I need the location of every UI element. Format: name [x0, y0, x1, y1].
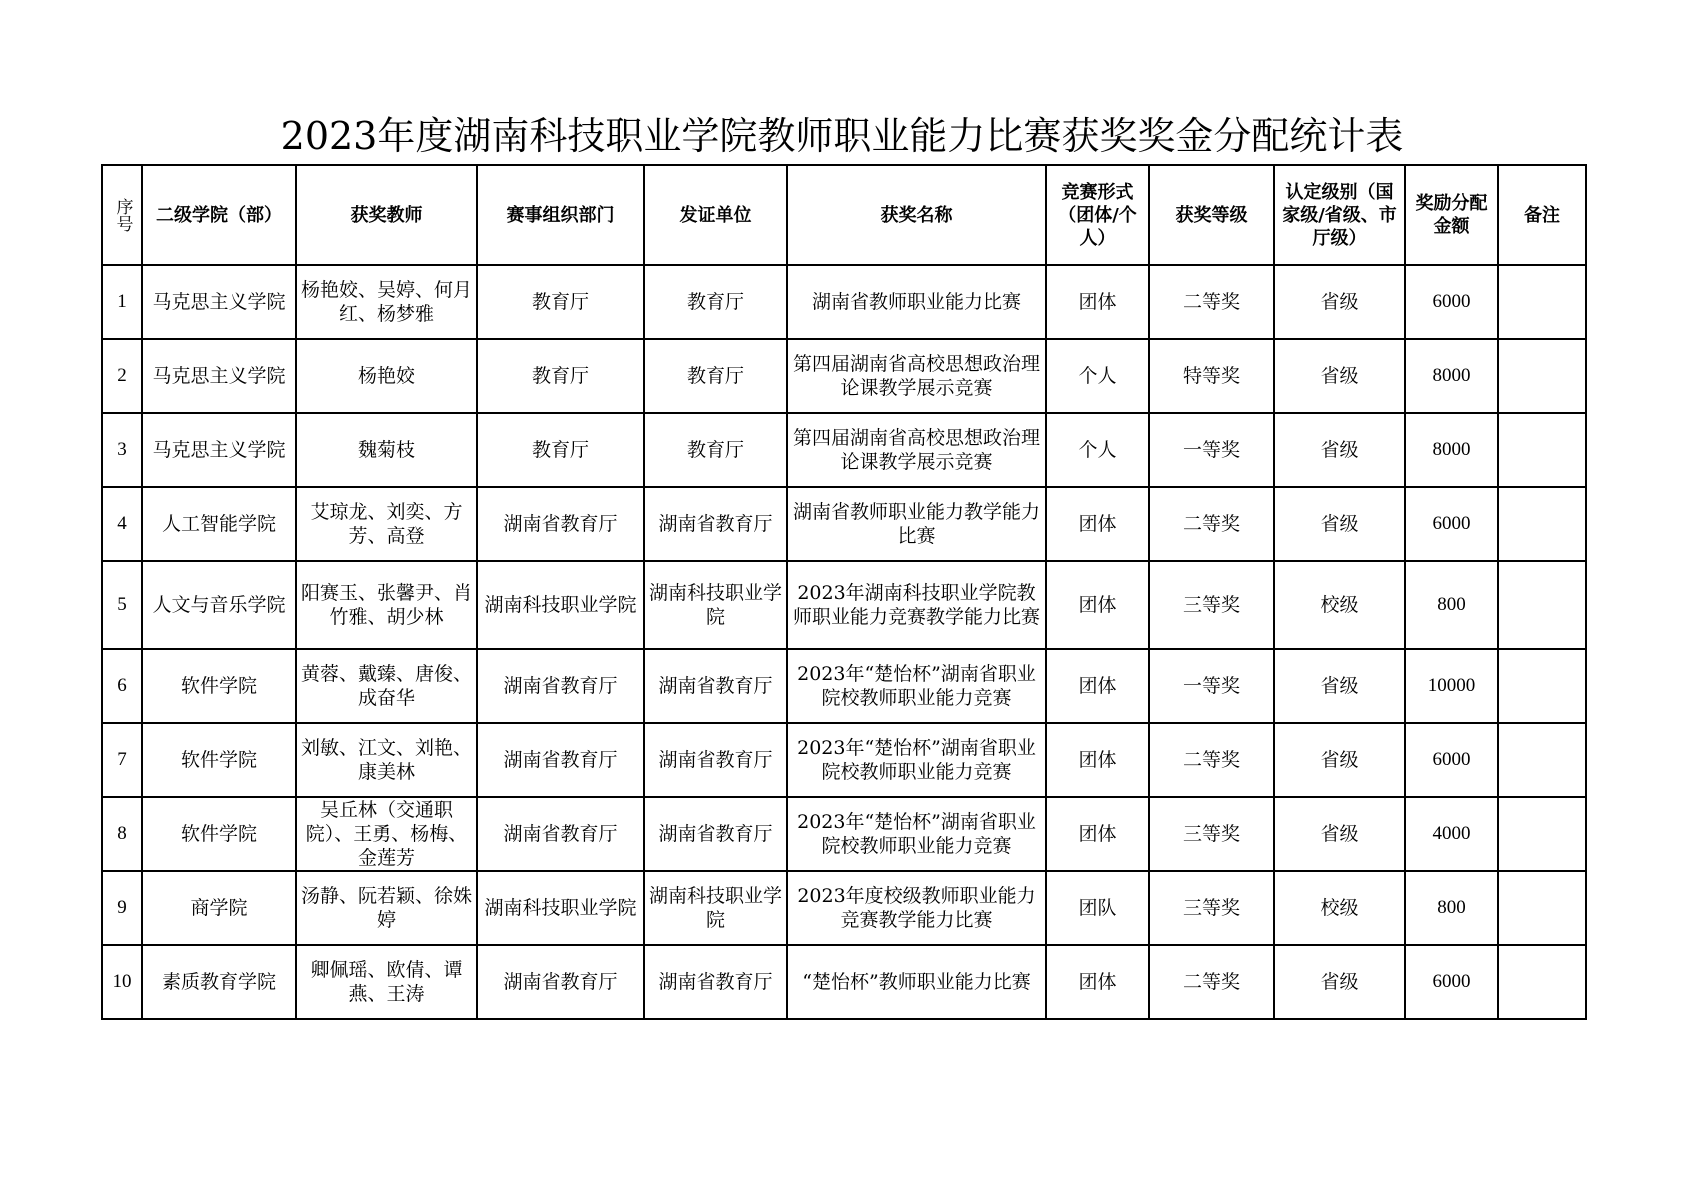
cell-issuer: 湖南科技职业学院 — [644, 561, 787, 649]
cell-level: 省级 — [1274, 723, 1405, 797]
cell-grade: 二等奖 — [1149, 265, 1274, 339]
cell-college: 商学院 — [142, 871, 296, 945]
cell-teachers: 吴丘林（交通职院）、王勇、杨梅、金莲芳 — [296, 797, 477, 871]
cell-grade: 特等奖 — [1149, 339, 1274, 413]
cell-teachers: 杨艳姣 — [296, 339, 477, 413]
cell-note — [1498, 797, 1586, 871]
cell-teachers: 卿佩瑶、欧倩、谭燕、王涛 — [296, 945, 477, 1019]
cell-organizer: 湖南科技职业学院 — [477, 871, 644, 945]
column-header-seq: 序号 — [102, 165, 142, 265]
table-row — [102, 265, 1586, 339]
cell-note — [1498, 265, 1586, 339]
column-header-form: 竞赛形式（团体/个人） — [1046, 165, 1149, 265]
cell-seq: 1 — [102, 265, 142, 339]
cell-issuer: 湖南省教育厅 — [644, 945, 787, 1019]
cell-college: 人工智能学院 — [142, 487, 296, 561]
table-row — [102, 871, 1586, 945]
cell-award-name: 2023年“楚怡杯”湖南省职业院校教师职业能力竞赛 — [787, 723, 1046, 797]
cell-issuer: 湖南省教育厅 — [644, 723, 787, 797]
cell-organizer: 教育厅 — [477, 413, 644, 487]
cell-award-name: 2023年“楚怡杯”湖南省职业院校教师职业能力竞赛 — [787, 649, 1046, 723]
table-header-row — [102, 165, 1586, 265]
cell-form: 团体 — [1046, 561, 1149, 649]
cell-amount: 800 — [1405, 871, 1498, 945]
cell-college: 马克思主义学院 — [142, 265, 296, 339]
cell-form: 团体 — [1046, 487, 1149, 561]
cell-teachers: 杨艳姣、吴婷、何月红、杨梦雅 — [296, 265, 477, 339]
cell-issuer: 湖南省教育厅 — [644, 797, 787, 871]
cell-form: 团体 — [1046, 945, 1149, 1019]
cell-form: 个人 — [1046, 339, 1149, 413]
cell-note — [1498, 945, 1586, 1019]
cell-grade: 一等奖 — [1149, 413, 1274, 487]
cell-organizer: 教育厅 — [477, 339, 644, 413]
cell-college: 人文与音乐学院 — [142, 561, 296, 649]
award-table — [101, 164, 1587, 1020]
cell-organizer: 湖南省教育厅 — [477, 723, 644, 797]
cell-organizer: 湖南省教育厅 — [477, 649, 644, 723]
cell-issuer: 湖南科技职业学院 — [644, 871, 787, 945]
cell-organizer: 湖南科技职业学院 — [477, 561, 644, 649]
cell-seq: 10 — [102, 945, 142, 1019]
cell-amount: 10000 — [1405, 649, 1498, 723]
cell-seq: 6 — [102, 649, 142, 723]
cell-note — [1498, 339, 1586, 413]
cell-award-name: 湖南省教师职业能力比赛 — [787, 265, 1046, 339]
table-row — [102, 413, 1586, 487]
cell-level: 省级 — [1274, 797, 1405, 871]
cell-amount: 800 — [1405, 561, 1498, 649]
cell-note — [1498, 413, 1586, 487]
column-header-organizer: 赛事组织部门 — [477, 165, 644, 265]
cell-award-name: 2023年湖南科技职业学院教师职业能力竞赛教学能力比赛 — [787, 561, 1046, 649]
cell-organizer: 湖南省教育厅 — [477, 487, 644, 561]
cell-form: 团体 — [1046, 797, 1149, 871]
cell-issuer: 教育厅 — [644, 413, 787, 487]
cell-award-name: 2023年度校级教师职业能力竞赛教学能力比赛 — [787, 871, 1046, 945]
cell-note — [1498, 723, 1586, 797]
cell-teachers: 汤静、阮若颖、徐姝婷 — [296, 871, 477, 945]
cell-seq: 2 — [102, 339, 142, 413]
cell-issuer: 湖南省教育厅 — [644, 487, 787, 561]
cell-amount: 6000 — [1405, 487, 1498, 561]
cell-amount: 4000 — [1405, 797, 1498, 871]
column-header-amount: 奖励分配金额 — [1405, 165, 1498, 265]
cell-level: 省级 — [1274, 413, 1405, 487]
cell-grade: 一等奖 — [1149, 649, 1274, 723]
cell-grade: 三等奖 — [1149, 561, 1274, 649]
cell-level: 校级 — [1274, 871, 1405, 945]
cell-form: 团队 — [1046, 871, 1149, 945]
table-row — [102, 649, 1586, 723]
cell-organizer: 湖南省教育厅 — [477, 945, 644, 1019]
cell-form: 个人 — [1046, 413, 1149, 487]
cell-award-name: “楚怡杯”教师职业能力比赛 — [787, 945, 1046, 1019]
table-body — [102, 265, 1586, 1019]
cell-teachers: 黄蓉、戴臻、唐俊、成奋华 — [296, 649, 477, 723]
page-title: 2023年度湖南科技职业学院教师职业能力比赛获奖奖金分配统计表 — [280, 114, 1404, 158]
column-header-college: 二级学院（部） — [142, 165, 296, 265]
cell-award-name: 湖南省教师职业能力教学能力比赛 — [787, 487, 1046, 561]
cell-level: 省级 — [1274, 339, 1405, 413]
cell-seq: 7 — [102, 723, 142, 797]
cell-grade: 二等奖 — [1149, 723, 1274, 797]
cell-note — [1498, 561, 1586, 649]
table-row — [102, 487, 1586, 561]
cell-issuer: 教育厅 — [644, 265, 787, 339]
cell-seq: 4 — [102, 487, 142, 561]
column-header-note: 备注 — [1498, 165, 1586, 265]
cell-issuer: 教育厅 — [644, 339, 787, 413]
column-header-issuer: 发证单位 — [644, 165, 787, 265]
cell-teachers: 阳赛玉、张馨尹、肖竹雅、胡少林 — [296, 561, 477, 649]
cell-amount: 8000 — [1405, 339, 1498, 413]
cell-teachers: 魏菊枝 — [296, 413, 477, 487]
cell-note — [1498, 649, 1586, 723]
cell-level: 省级 — [1274, 649, 1405, 723]
cell-award-name: 第四届湖南省高校思想政治理论课教学展示竞赛 — [787, 339, 1046, 413]
cell-award-name: 第四届湖南省高校思想政治理论课教学展示竞赛 — [787, 413, 1046, 487]
cell-teachers: 艾琼龙、刘奕、方芳、高登 — [296, 487, 477, 561]
cell-amount: 8000 — [1405, 413, 1498, 487]
cell-organizer: 教育厅 — [477, 265, 644, 339]
cell-seq: 9 — [102, 871, 142, 945]
column-header-award: 获奖名称 — [787, 165, 1046, 265]
cell-level: 省级 — [1274, 265, 1405, 339]
cell-teachers: 刘敏、江文、刘艳、康美林 — [296, 723, 477, 797]
cell-form: 团体 — [1046, 649, 1149, 723]
cell-level: 省级 — [1274, 487, 1405, 561]
cell-grade: 三等奖 — [1149, 871, 1274, 945]
table-row — [102, 561, 1586, 649]
cell-note — [1498, 871, 1586, 945]
cell-seq: 5 — [102, 561, 142, 649]
cell-college: 马克思主义学院 — [142, 339, 296, 413]
cell-organizer: 湖南省教育厅 — [477, 797, 644, 871]
cell-note — [1498, 487, 1586, 561]
cell-form: 团体 — [1046, 723, 1149, 797]
cell-grade: 三等奖 — [1149, 797, 1274, 871]
cell-amount: 6000 — [1405, 723, 1498, 797]
cell-college: 软件学院 — [142, 797, 296, 871]
cell-award-name: 2023年“楚怡杯”湖南省职业院校教师职业能力竞赛 — [787, 797, 1046, 871]
table-row — [102, 945, 1586, 1019]
column-header-teachers: 获奖教师 — [296, 165, 477, 265]
cell-grade: 二等奖 — [1149, 945, 1274, 1019]
cell-level: 校级 — [1274, 561, 1405, 649]
column-header-grade: 获奖等级 — [1149, 165, 1274, 265]
cell-grade: 二等奖 — [1149, 487, 1274, 561]
table-row — [102, 797, 1586, 871]
table-row — [102, 339, 1586, 413]
cell-amount: 6000 — [1405, 945, 1498, 1019]
cell-college: 软件学院 — [142, 649, 296, 723]
cell-issuer: 湖南省教育厅 — [644, 649, 787, 723]
cell-seq: 3 — [102, 413, 142, 487]
cell-college: 马克思主义学院 — [142, 413, 296, 487]
cell-seq: 8 — [102, 797, 142, 871]
cell-level: 省级 — [1274, 945, 1405, 1019]
column-header-level: 认定级别（国家级/省级、市厅级） — [1274, 165, 1405, 265]
cell-college: 素质教育学院 — [142, 945, 296, 1019]
cell-college: 软件学院 — [142, 723, 296, 797]
cell-amount: 6000 — [1405, 265, 1498, 339]
table-row — [102, 723, 1586, 797]
cell-form: 团体 — [1046, 265, 1149, 339]
